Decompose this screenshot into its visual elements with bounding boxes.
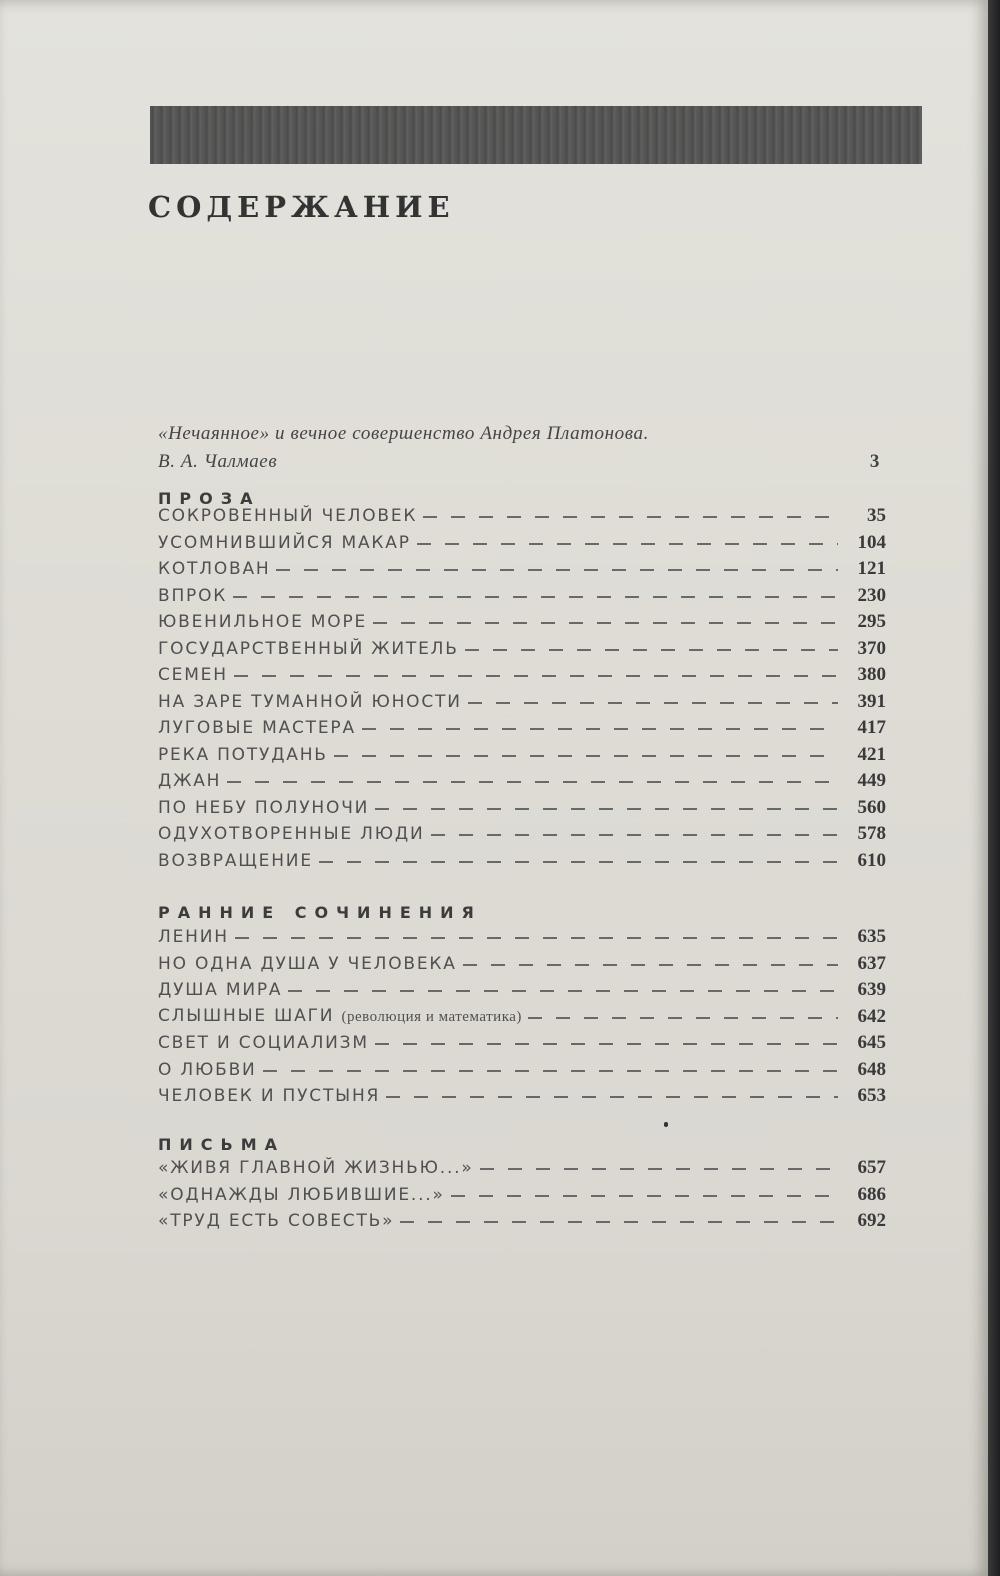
toc-item-title: ЛУГОВЫЕ МАСТЕРА <box>158 718 356 738</box>
toc-page-number: 370 <box>857 637 886 659</box>
toc-row <box>158 689 886 716</box>
intro-author: В. А. Чалмаев <box>158 451 278 472</box>
dash-leader <box>334 755 838 757</box>
toc-row <box>158 556 886 583</box>
toc-item-title: ВПРОК <box>158 585 228 606</box>
toc-item-title: РЕКА ПОТУДАНЬ <box>158 744 328 765</box>
toc-page-number: 560 <box>857 796 886 818</box>
toc-page-number: 653 <box>857 1085 886 1106</box>
dash-leader <box>423 516 838 518</box>
toc-item-title <box>158 1003 528 1031</box>
dash-leader <box>386 1096 838 1098</box>
toc-row <box>158 951 886 978</box>
toc-page-number: 230 <box>857 584 886 606</box>
toc-item-title: ВОЗВРАЩЕНИЕ <box>158 850 313 871</box>
toc-page-number: 648 <box>857 1058 886 1080</box>
toc-item-title: ЧЕЛОВЕК И ПУСТЫНЯ <box>158 1086 381 1106</box>
section-heading-prose: ПРОЗА <box>158 489 261 508</box>
dash-leader <box>431 834 838 836</box>
toc-list-letters <box>158 1155 886 1235</box>
toc-item-title: НА ЗАРЕ ТУМАННОЙ ЮНОСТИ <box>158 691 462 712</box>
toc-item-title: УСОМНИВШИЙСЯ МАКАР <box>158 532 411 553</box>
toc-row <box>158 821 886 848</box>
section-heading-early-works: РАННИЕ СОЧИНЕНИЯ <box>158 903 482 922</box>
toc-row <box>158 1182 886 1209</box>
dash-leader <box>373 622 838 624</box>
print-speck <box>664 1122 668 1127</box>
dash-leader <box>451 1195 838 1197</box>
toc-page-number: 449 <box>857 770 886 791</box>
toc-page-number: 642 <box>857 1005 886 1027</box>
toc-page-number: 295 <box>857 611 886 632</box>
intro-entry <box>158 420 886 476</box>
dash-leader <box>233 596 838 598</box>
toc-row <box>158 503 886 530</box>
toc-item-title: О ЛЮБВИ <box>158 1059 257 1080</box>
toc-page-number: 657 <box>857 1157 886 1178</box>
dash-leader <box>375 808 838 810</box>
dash-leader <box>288 990 838 992</box>
toc-item-title: СЕМЕН <box>158 665 228 685</box>
toc-row <box>158 636 886 663</box>
toc-item-title: «ОДНАЖДЫ ЛЮБИВШИЕ...» <box>158 1184 445 1205</box>
dash-leader <box>417 543 838 545</box>
toc-list-early-works <box>158 924 886 1110</box>
toc-item-title: КОТЛОВАН <box>158 559 271 579</box>
toc-row <box>158 1030 886 1057</box>
dash-leader <box>480 1168 838 1170</box>
dash-leader <box>468 702 838 704</box>
decorative-header-bar <box>150 106 922 164</box>
dash-leader <box>276 569 838 571</box>
dash-leader <box>227 781 838 783</box>
toc-row <box>158 1004 886 1031</box>
dash-leader <box>362 728 838 730</box>
toc-item-title: ДЖАН <box>158 771 222 791</box>
dash-leader <box>235 937 838 939</box>
toc-row <box>158 662 886 689</box>
toc-row <box>158 1057 886 1084</box>
toc-page-number: 578 <box>857 823 886 844</box>
toc-page-number: 645 <box>857 1032 886 1053</box>
toc-item-title: СВЕТ И СОЦИАЛИЗМ <box>158 1033 369 1053</box>
dash-leader <box>319 861 838 863</box>
dash-leader <box>463 964 838 966</box>
toc-row <box>158 609 886 636</box>
toc-row <box>158 768 886 795</box>
toc-item-subtitle: (революция и математика) <box>341 1009 522 1025</box>
toc-page-number: 686 <box>857 1183 886 1205</box>
intro-title: «Нечаянное» и вечное совершенство Андрея Платонова. <box>158 423 649 444</box>
toc-row <box>158 977 886 1004</box>
toc-row <box>158 795 886 822</box>
toc-item-title: ЛЕНИН <box>158 927 229 947</box>
toc-item-title: НО ОДНА ДУША У ЧЕЛОВЕКА <box>158 953 457 974</box>
toc-list-prose <box>158 503 886 874</box>
dash-leader <box>375 1043 838 1045</box>
toc-row <box>158 1083 886 1110</box>
toc-item-title: ГОСУДАРСТВЕННЫЙ ЖИТЕЛЬ <box>158 638 459 659</box>
toc-row <box>158 530 886 557</box>
toc-page-number: 637 <box>857 952 886 974</box>
toc-page-number: 610 <box>857 849 886 871</box>
toc-row <box>158 583 886 610</box>
toc-page-number: 421 <box>857 743 886 765</box>
dash-leader <box>400 1221 838 1223</box>
toc-item-title: ЮВЕНИЛЬНОЕ МОРЕ <box>158 612 368 632</box>
toc-page-number: 35 <box>867 505 886 526</box>
dash-leader <box>263 1070 838 1072</box>
dash-leader <box>528 1017 838 1019</box>
toc-item-main-title: СЛЫШНЫЕ ШАГИ <box>158 1006 335 1026</box>
section-heading-letters: ПИСЬМА <box>158 1135 286 1154</box>
toc-page-number: 417 <box>857 717 886 738</box>
toc-page-number: 692 <box>857 1210 886 1231</box>
toc-item-title: ДУША МИРА <box>158 980 283 1000</box>
dash-leader <box>465 649 838 651</box>
toc-item-title: СОКРОВЕННЫЙ ЧЕЛОВЕК <box>158 506 418 526</box>
toc-item-title: ОДУХОТВОРЕННЫЕ ЛЮДИ <box>158 824 425 844</box>
toc-row <box>158 924 886 951</box>
toc-page-number: 639 <box>857 979 886 1000</box>
toc-row <box>158 848 886 875</box>
toc-row <box>158 742 886 769</box>
toc-page-number: 121 <box>857 558 886 579</box>
toc-page-number: 391 <box>857 690 886 712</box>
dash-leader <box>234 675 838 677</box>
book-spine-shadow <box>988 0 1000 1576</box>
toc-row <box>158 1208 886 1235</box>
toc-page-number: 380 <box>857 664 886 685</box>
intro-page-number: 3 <box>869 451 880 472</box>
toc-row <box>158 1155 886 1182</box>
toc-page-number: 635 <box>857 926 886 947</box>
toc-row <box>158 715 886 742</box>
toc-item-title: «ТРУД ЕСТЬ СОВЕСТЬ» <box>158 1211 395 1231</box>
page-title: СОДЕРЖАНИЕ <box>148 190 455 224</box>
toc-item-title: «ЖИВЯ ГЛАВНОЙ ЖИЗНЬЮ...» <box>158 1158 474 1178</box>
toc-item-title: ПО НЕБУ ПОЛУНОЧИ <box>158 797 370 818</box>
toc-page-number: 104 <box>857 531 886 553</box>
